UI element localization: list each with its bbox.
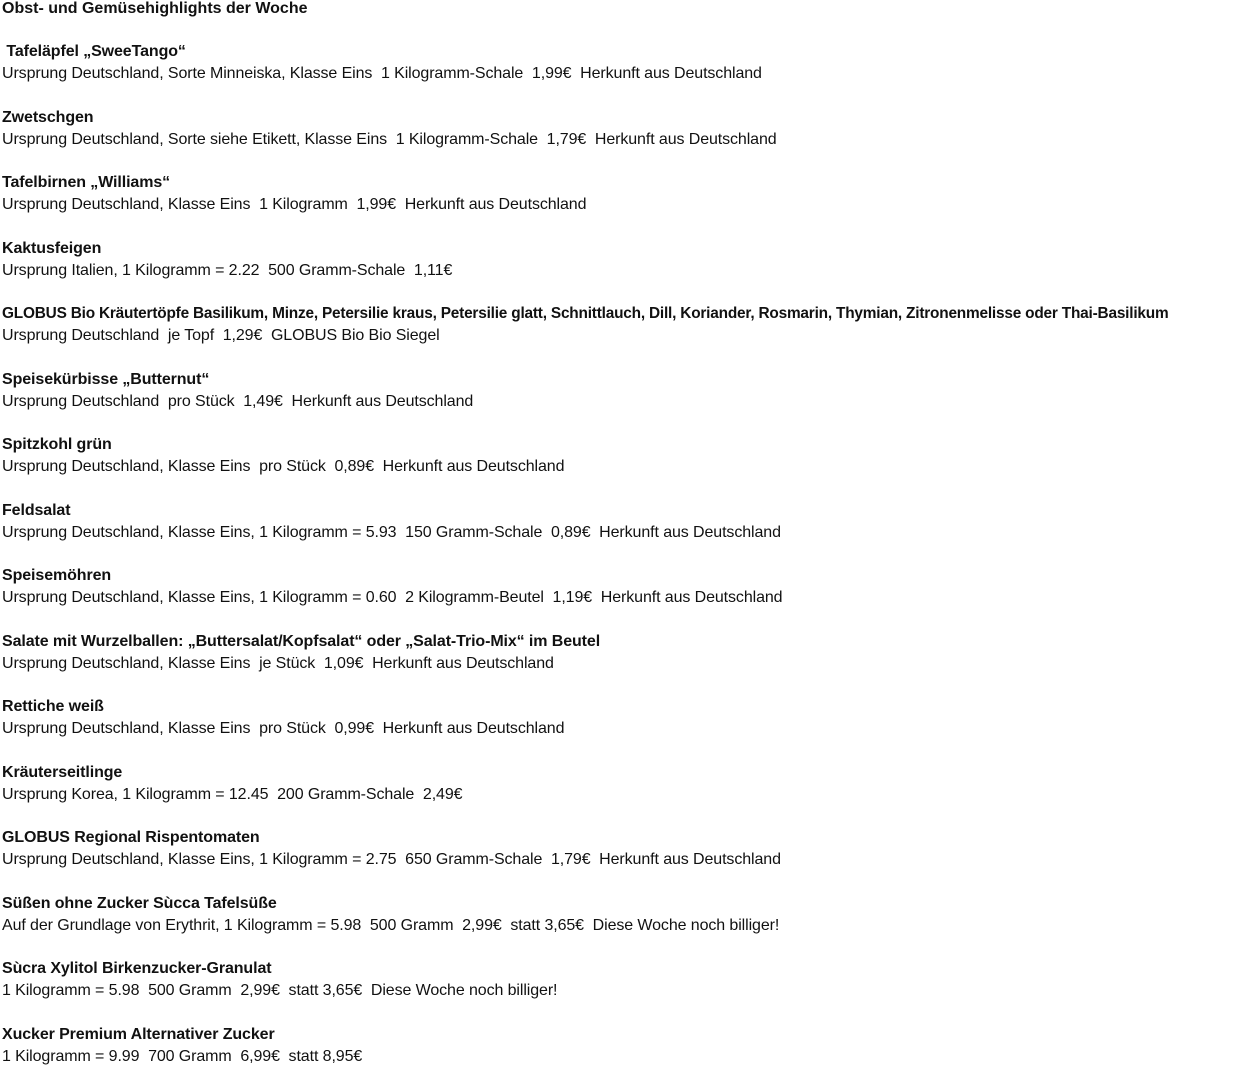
- item-description: Ursprung Deutschland, Klasse Eins, 1 Kilogramm = 5.93 150 Gramm-Schale 0,89€ Herkunft aus Deutschland: [2, 524, 1250, 542]
- list-item: [2, 174, 1250, 240]
- list-item: [2, 633, 1250, 699]
- list-item: [2, 305, 1250, 371]
- list-item: [2, 960, 1250, 1026]
- item-title: GLOBUS Regional Rispentomaten: [2, 829, 1250, 847]
- item-title: Tafelbirnen „Williams“: [2, 174, 1250, 192]
- item-description: Ursprung Italien, 1 Kilogramm = 2.22 500 Gramm-Schale 1,11€: [2, 262, 1250, 280]
- item-title: Spitzkohl grün: [2, 436, 1250, 454]
- item-description: Ursprung Deutschland, Klasse Eins pro Stück 0,99€ Herkunft aus Deutschland: [2, 720, 1250, 738]
- item-description: Ursprung Deutschland, Klasse Eins, 1 Kilogramm = 2.75 650 Gramm-Schale 1,79€ Herkunft aus Deutschland: [2, 851, 1250, 869]
- list-item: [2, 698, 1250, 764]
- item-description: Auf der Grundlage von Erythrit, 1 Kilogramm = 5.98 500 Gramm 2,99€ statt 3,65€ Diese Woche noch billiger!: [2, 917, 1250, 935]
- product-list: [2, 43, 1250, 1091]
- list-item: [2, 240, 1250, 306]
- item-title: Speisekürbisse „Butternut“: [2, 371, 1250, 389]
- item-description: Ursprung Deutschland, Klasse Eins je Stück 1,09€ Herkunft aus Deutschland: [2, 655, 1250, 673]
- list-item: [2, 43, 1250, 109]
- list-item: [2, 764, 1250, 830]
- item-title: Kräuterseitlinge: [2, 764, 1250, 782]
- item-title: Süßen ohne Zucker Sùcca Tafelsüße: [2, 895, 1250, 913]
- list-item: [2, 502, 1250, 568]
- page-title: Obst- und Gemüsehighlights der Woche: [2, 0, 1250, 18]
- item-title: Sùcra Xylitol Birkenzucker-Granulat: [2, 960, 1250, 978]
- item-title: Feldsalat: [2, 502, 1250, 520]
- item-description: Ursprung Deutschland, Klasse Eins pro Stück 0,89€ Herkunft aus Deutschland: [2, 458, 1250, 476]
- item-description: 1 Kilogramm = 5.98 500 Gramm 2,99€ statt 3,65€ Diese Woche noch billiger!: [2, 982, 1250, 1000]
- item-title: Tafeläpfel „SweeTango“: [2, 43, 1250, 61]
- item-title: Kaktusfeigen: [2, 240, 1250, 258]
- item-description: Ursprung Deutschland, Klasse Eins, 1 Kilogramm = 0.60 2 Kilogramm-Beutel 1,19€ Herkunft aus Deutschland: [2, 589, 1250, 607]
- item-title: GLOBUS Bio Kräutertöpfe Basilikum, Minze, Petersilie kraus, Petersilie glatt, Schnittlauch, Dill, Koriander, Rosmarin, Thymian, Zitronenmelisse oder Thai-Basilikum: [2, 305, 1250, 323]
- list-item: [2, 567, 1250, 633]
- item-title: Zwetschgen: [2, 109, 1250, 127]
- list-item: [2, 895, 1250, 961]
- item-description: Ursprung Deutschland je Topf 1,29€ GLOBUS Bio Bio Siegel: [2, 327, 1250, 345]
- item-title: Xucker Premium Alternativer Zucker: [2, 1026, 1250, 1044]
- list-item: [2, 436, 1250, 502]
- item-title: Rettiche weiß: [2, 698, 1250, 716]
- item-description: Ursprung Korea, 1 Kilogramm = 12.45 200 Gramm-Schale 2,49€: [2, 786, 1250, 804]
- list-item: [2, 1026, 1250, 1091]
- item-description: Ursprung Deutschland, Sorte Minneiska, Klasse Eins 1 Kilogramm-Schale 1,99€ Herkunft aus Deutschland: [2, 65, 1250, 83]
- item-description: Ursprung Deutschland pro Stück 1,49€ Herkunft aus Deutschland: [2, 393, 1250, 411]
- item-description: 1 Kilogramm = 9.99 700 Gramm 6,99€ statt 8,95€: [2, 1048, 1250, 1066]
- list-item: [2, 109, 1250, 175]
- item-title: Speisemöhren: [2, 567, 1250, 585]
- item-description: Ursprung Deutschland, Sorte siehe Etikett, Klasse Eins 1 Kilogramm-Schale 1,79€ Herkunft aus Deutschland: [2, 131, 1250, 149]
- list-item: [2, 371, 1250, 437]
- item-description: Ursprung Deutschland, Klasse Eins 1 Kilogramm 1,99€ Herkunft aus Deutschland: [2, 196, 1250, 214]
- list-item: [2, 829, 1250, 895]
- item-title: Salate mit Wurzelballen: „Buttersalat/Kopfsalat“ oder „Salat-Trio-Mix“ im Beutel: [2, 633, 1250, 651]
